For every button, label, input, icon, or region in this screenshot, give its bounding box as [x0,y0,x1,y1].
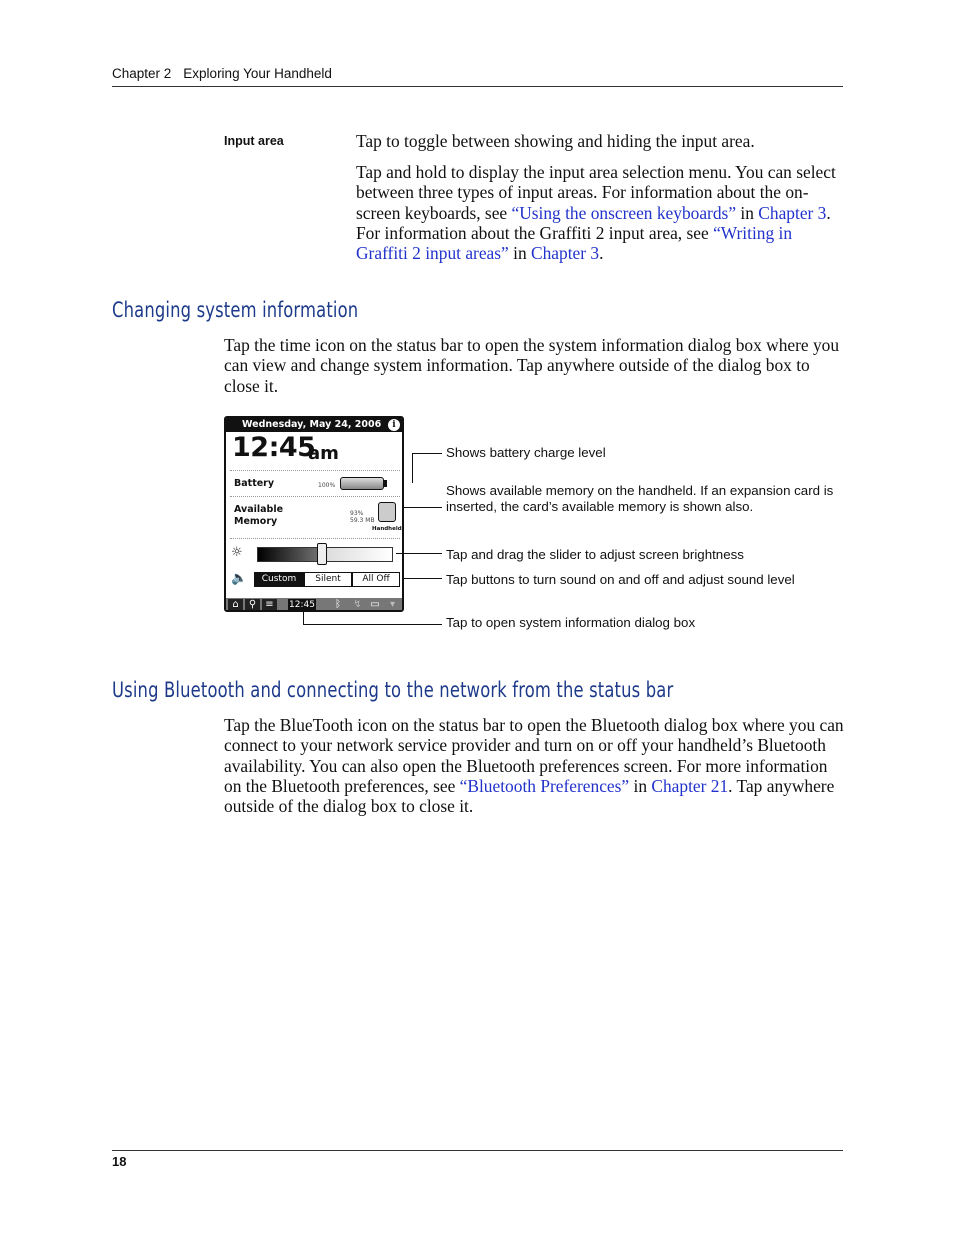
header-rule [112,86,843,87]
dialog-time: 12:45 [232,432,316,463]
text-run: in [629,775,652,796]
section-heading-bluetooth: Using Bluetooth and connecting to the network from the status bar [112,678,674,702]
speaker-icon: 🔈 [231,571,248,586]
divider [230,470,400,471]
running-header [112,66,332,81]
text-run: Tap the BlueTooth icon on the status bar to open the Bluetooth dialog box where you can connect to your network service provider and turn on or off your handheld’s Bluetooth availability. You can also open the Bluetooth preferences screen. For more information on the Bluetooth preferences, see [224,715,844,796]
input-area-desc-1: Tap to toggle between showing and hiding the input area. [356,131,755,151]
section2-body [224,715,846,816]
link-chapter-3[interactable]: Chapter 3 [758,202,827,223]
link-graffiti-input-areas[interactable]: “Writing in Graffiti 2 input areas” [356,222,793,264]
memory-percent: 93% [350,510,364,517]
hide-input-icon[interactable]: ▾ [389,599,396,610]
text-run: in [736,202,759,223]
section1-body: Tap the time icon on the status bar to open the system information dialog box where you can view and change system information. Tap anywhere outside of the dialog box to close it. [224,335,840,396]
battery-gauge [340,477,384,490]
battery-tip [384,480,387,487]
leader-status [303,624,442,625]
memory-caption: Handheld [372,526,402,532]
footer-rule [112,1150,843,1151]
callout-battery: Shows battery charge level [446,445,606,460]
text-run: in [508,243,531,264]
sound-all-off-button[interactable]: All Off [352,572,400,587]
dialog-ampm: am [308,443,339,464]
divider [230,496,400,497]
home-icon[interactable]: ⌂ [228,599,243,611]
leader-sound [402,578,442,579]
battery-label: Battery [234,478,275,489]
memory-label-1: Available [234,504,284,515]
find-icon[interactable]: ⚲ [245,599,260,611]
leader-battery [412,453,442,454]
link-bluetooth-preferences[interactable]: “Bluetooth Preferences” [459,775,630,796]
sun-icon: ☼ [231,545,243,560]
status-bar [226,598,402,612]
menu-icon[interactable]: ≡ [262,599,277,611]
chapter-label: Chapter 2 [112,66,172,81]
battery-percent: 100% [318,482,336,489]
sound-silent-button[interactable]: Silent [304,572,352,587]
memory-size: 59.3 MB [350,517,375,524]
input-area-icon[interactable]: ▭ [370,599,380,610]
brightness-slider-thumb[interactable] [317,543,327,565]
system-info-dialog [224,416,404,612]
callout-slider: Tap and drag the slider to adjust screen brightness [446,547,744,562]
link-chapter-21[interactable]: Chapter 21 [651,775,729,796]
divider [230,538,400,539]
chapter-title: Exploring Your Handheld [183,66,332,81]
text-run: . For information about the Graffiti 2 input area, see [356,202,831,243]
leader-memory [404,507,442,508]
link-chapter-3-b[interactable]: Chapter 3 [531,243,600,264]
memory-card-icon [378,502,396,522]
text-run: Tap and hold to display the input area selection menu. You can select between three types of input areas. For information about the on-screen keyboards, see [356,162,836,223]
term-input-area: Input area [224,134,284,148]
input-area-desc-2 [356,162,846,263]
page-number: 18 [112,1154,127,1169]
section-heading-system-info: Changing system information [112,298,359,322]
graffiti-icon[interactable]: ↯ [353,599,362,610]
leader-slider [396,553,442,554]
callout-status: Tap to open system information dialog box [446,615,696,630]
memory-label-2: Memory [234,516,278,527]
text-run: . Tap anywhere outside of the dialog box to close it. [224,775,835,817]
text-run: . [599,243,604,264]
bluetooth-icon[interactable]: ᛒ [335,599,341,610]
dialog-date-title: Wednesday, May 24, 2006 [226,418,402,432]
link-onscreen-keyboards[interactable]: “Using the onscreen keyboards” [511,202,737,223]
sound-custom-button[interactable]: Custom [254,572,304,587]
leader-battery-v [412,453,413,483]
status-clock[interactable]: 12:45 [289,600,315,610]
info-icon[interactable]: i [388,419,400,431]
callout-sound: Tap buttons to turn sound on and off and adjust sound level [446,572,795,587]
callout-memory: Shows available memory on the handheld. If an expansion card is inserted, the card’s available memory is shown also. [446,483,834,514]
